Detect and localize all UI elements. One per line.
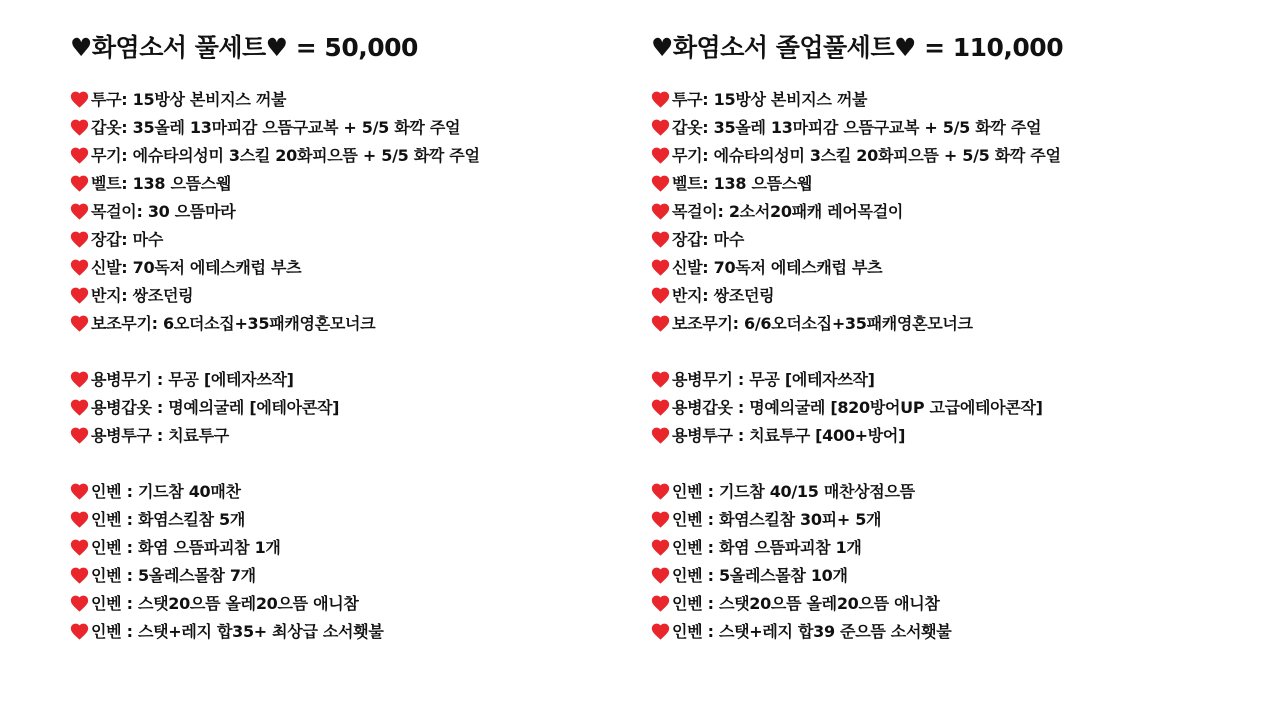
list-item [651,198,1251,226]
red-heart-icon [70,91,89,108]
list-item [70,534,670,562]
list-item [651,254,1251,282]
list-item [651,534,1251,562]
list-item [70,590,670,618]
item-group [651,478,1251,646]
set-title: ♥화염소서 풀세트♥ = 50,000 [70,33,418,62]
item-text: 용병갑옷 : 명예의굴레 [에테아콘작] [91,398,340,417]
red-heart-icon [651,483,670,500]
set-column-left [70,30,670,646]
list-item [70,478,670,506]
red-heart-icon [651,623,670,640]
list-item [70,562,670,590]
set-column-right [651,30,1251,646]
item-text: 투구: 15방상 본비지스 꺼불 [91,90,287,109]
red-heart-icon [70,147,89,164]
item-group [70,366,670,450]
item-text: 반지: 쌍조던링 [672,286,775,305]
list-item [651,114,1251,142]
list-item [651,506,1251,534]
red-heart-icon [70,511,89,528]
item-text: 인벤 : 스탯20으뜸 올레20으뜸 애니참 [91,594,359,613]
item-text: 반지: 쌍조던링 [91,286,194,305]
set-title: ♥화염소서 졸업풀세트♥ = 110,000 [651,33,1064,62]
item-text: 인벤 : 화염 으뜸파괴참 1개 [672,538,862,557]
red-heart-icon [651,427,670,444]
list-item [651,394,1251,422]
item-text: 장갑: 마수 [672,230,744,249]
list-item [651,366,1251,394]
list-item [651,422,1251,450]
list-item [70,366,670,394]
red-heart-icon [70,567,89,584]
list-item [70,310,670,338]
item-text: 인벤 : 화염스킬참 5개 [91,510,245,529]
red-heart-icon [651,315,670,332]
item-text: 무기: 에슈타의성미 3스킬 20화피으뜸 + 5/5 화깍 주얼 [672,146,1061,165]
red-heart-icon [651,119,670,136]
list-item [651,562,1251,590]
item-text: 벨트: 138 으뜸스웹 [91,174,232,193]
list-item [651,86,1251,114]
red-heart-icon [70,427,89,444]
item-text: 용병투구 : 치료투구 [91,426,229,445]
list-item [651,282,1251,310]
red-heart-icon [70,595,89,612]
item-text: 용병투구 : 치료투구 [400+방어] [672,426,906,445]
list-item [70,226,670,254]
item-text: 인벤 : 스탯+레지 합35+ 최상급 소서횃불 [91,622,384,641]
red-heart-icon [651,175,670,192]
item-text: 갑옷: 35올레 13마피감 으뜸구교복 + 5/5 화깍 주얼 [91,118,461,137]
red-heart-icon [651,371,670,388]
item-text: 신발: 70독저 에테스캐럽 부츠 [672,258,883,277]
item-text: 인벤 : 5올레스몰참 7개 [91,566,256,585]
red-heart-icon [70,483,89,500]
item-group [70,478,670,646]
list-item [70,142,670,170]
item-text: 인벤 : 화염스킬참 30피+ 5개 [672,510,882,529]
red-heart-icon [70,315,89,332]
red-heart-icon [70,399,89,416]
item-text: 인벤 : 5올레스몰참 10개 [672,566,848,585]
list-item [651,226,1251,254]
list-item [651,170,1251,198]
item-group [651,86,1251,338]
item-text: 용병무기 : 무공 [에테자쓰작] [91,370,294,389]
red-heart-icon [70,231,89,248]
list-item [651,142,1251,170]
red-heart-icon [651,231,670,248]
red-heart-icon [70,287,89,304]
list-item [651,310,1251,338]
list-item [70,170,670,198]
red-heart-icon [70,539,89,556]
red-heart-icon [70,119,89,136]
item-text: 장갑: 마수 [91,230,163,249]
item-text: 인벤 : 스탯20으뜸 올레20으뜸 애니참 [672,594,940,613]
item-text: 목걸이: 30 으뜸마라 [91,202,236,221]
red-heart-icon [651,147,670,164]
item-text: 보조무기: 6오더소집+35패캐영혼모너크 [91,314,376,333]
list-item [651,618,1251,646]
list-item [70,198,670,226]
item-text: 용병갑옷 : 명예의굴레 [820방어UP 고급에테아콘작] [672,398,1043,417]
list-item [651,478,1251,506]
red-heart-icon [70,623,89,640]
item-text: 무기: 에슈타의성미 3스킬 20화피으뜸 + 5/5 화깍 주얼 [91,146,480,165]
red-heart-icon [651,203,670,220]
red-heart-icon [70,259,89,276]
list-item [70,394,670,422]
list-item [651,590,1251,618]
list-item [70,618,670,646]
red-heart-icon [651,399,670,416]
item-text: 인벤 : 기드참 40매찬 [91,482,241,501]
item-text: 투구: 15방상 본비지스 꺼불 [672,90,868,109]
red-heart-icon [651,91,670,108]
red-heart-icon [651,287,670,304]
item-text: 목걸이: 2소서20패캐 레어목걸이 [672,202,904,221]
red-heart-icon [651,595,670,612]
list-item [70,114,670,142]
red-heart-icon [70,371,89,388]
list-item [70,282,670,310]
red-heart-icon [70,175,89,192]
red-heart-icon [651,511,670,528]
item-text: 보조무기: 6/6오더소집+35패캐영혼모너크 [672,314,973,333]
red-heart-icon [70,203,89,220]
item-text: 벨트: 138 으뜸스웹 [672,174,813,193]
item-text: 인벤 : 기드참 40/15 매찬상점으뜸 [672,482,915,501]
item-text: 신발: 70독저 에테스캐럽 부츠 [91,258,302,277]
item-group [651,366,1251,450]
red-heart-icon [651,539,670,556]
list-item [70,422,670,450]
list-item [70,506,670,534]
list-item [70,254,670,282]
item-group [70,86,670,338]
item-text: 인벤 : 화염 으뜸파괴참 1개 [91,538,281,557]
item-text: 갑옷: 35올레 13마피감 으뜸구교복 + 5/5 화깍 주얼 [672,118,1042,137]
red-heart-icon [651,567,670,584]
item-text: 인벤 : 스탯+레지 합39 준으뜸 소서횃불 [672,622,952,641]
list-item [70,86,670,114]
item-text: 용병무기 : 무공 [에테자쓰작] [672,370,875,389]
red-heart-icon [651,259,670,276]
